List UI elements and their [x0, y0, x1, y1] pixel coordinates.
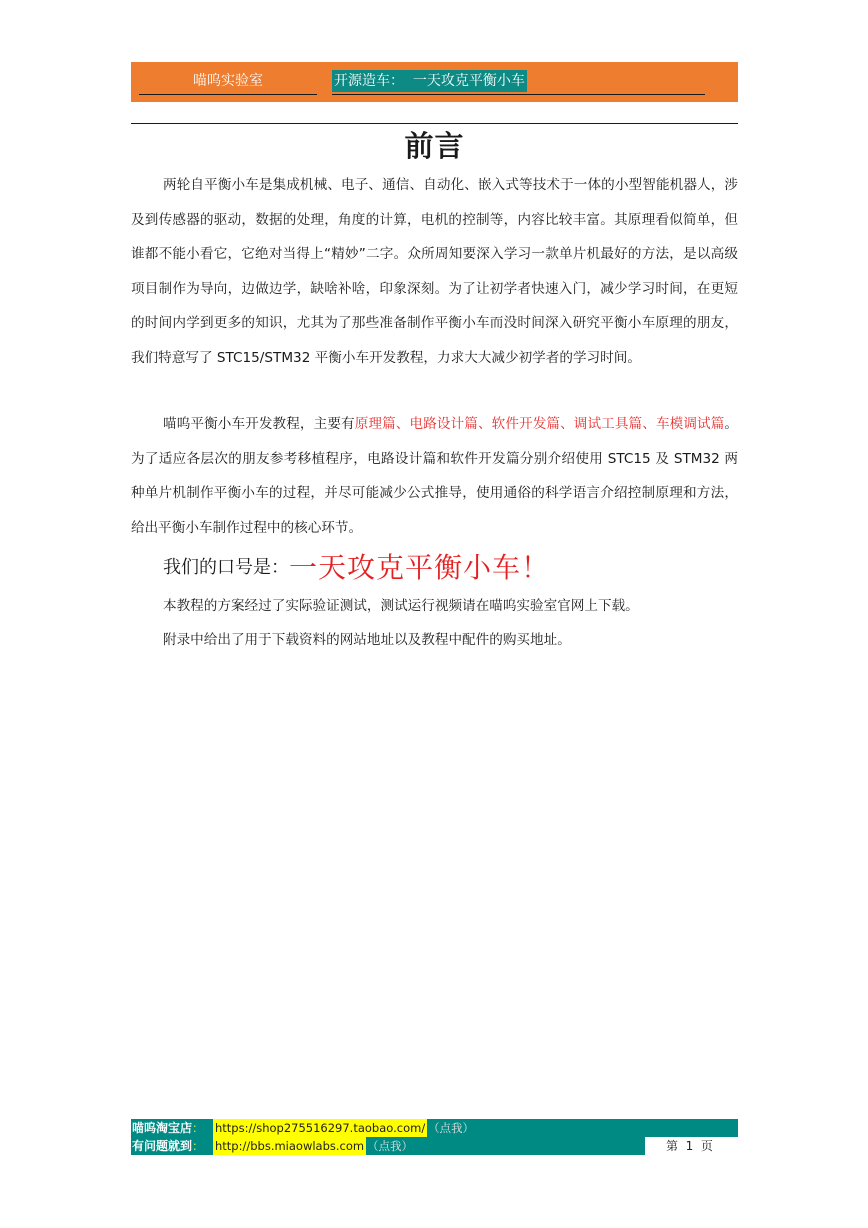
shop-label-text: 喵呜淘宝店: [132, 1121, 193, 1135]
page-title: 前言: [404, 129, 465, 163]
contents-chapters-highlight: 原理篇、电路设计篇、软件开发篇、调试工具篇、车模调试篇: [354, 416, 725, 432]
slogan: [163, 546, 550, 586]
bbs-label-colon: ：: [192, 1139, 205, 1153]
bbs-link[interactable]: http://bbs.miaowlabs.com: [215, 1139, 365, 1153]
contents-text-post: 。为了适应各层次的朋友参考移植程序，电路设计篇和软件开发篇分别介绍使用 STC15 及 STM32 两种单片机制作平衡小车的过程，并尽可能减少公式推导，使用通俗的科学语言介绍控制原理和方法，给出平衡小车制作过程中的核心环节。: [131, 416, 739, 536]
paragraph-intro: 两轮自平衡小车是集成机械、电子、通信、自动化、嵌入式等技术于一体的小型智能机器人，涉及到传感器的驱动，数据的处理，角度的计算，电机的控制等，内容比较丰富。其原理看似简单，但谁都不能小看它，它绝对当得上“精妙”二字。众所周知要深入学习一款单片机最好的方法，是以高级项目制作为导向，边做边学，缺啥补啥，印象深刻。为了让初学者快速入门，减少学习时间，在更短的时间内学到更多的知识，尤其为了那些准备制作平衡小车而没时间深入研究平衡小车原理的朋友，我们特意写了 STC15/STM32 平衡小车开发教程，力求大大减少初学者的学习时间。: [131, 177, 738, 366]
header-lab-name: 喵呜实验室: [139, 70, 317, 95]
footer-shop-label: [131, 1119, 204, 1137]
verification-note: 本教程的方案经过了实际验证测试，测试运行视频请在喵呜实验室官网上下载。: [163, 598, 639, 614]
footer-bbs-label: [131, 1137, 204, 1155]
shop-click-link[interactable]: （点我）: [428, 1121, 474, 1135]
contents-text-pre: 喵呜平衡小车开发教程，主要有: [163, 416, 355, 432]
footer-bbs-row: [131, 1137, 738, 1155]
header-rule: [131, 123, 738, 124]
page-number: 第 1 页: [666, 1139, 713, 1153]
paragraph-contents: [131, 407, 738, 545]
page-header: [131, 62, 738, 102]
slogan-label: 我们的口号是：: [163, 557, 289, 578]
shop-link[interactable]: https://shop275516297.taobao.com/: [215, 1121, 426, 1135]
footer-shop-row: [131, 1119, 738, 1137]
bbs-label-text: 有问题就到: [132, 1139, 193, 1153]
bbs-click-link[interactable]: （点我）: [367, 1139, 413, 1153]
header-doc-title: 开源造车： 一天攻克平衡小车: [332, 70, 527, 92]
appendix-note: 附录中给出了用于下载资料的网站地址以及教程中配件的购买地址。: [163, 632, 571, 648]
shop-label-colon: ：: [192, 1121, 205, 1135]
slogan-text: 一天攻克平衡小车！: [289, 551, 551, 584]
